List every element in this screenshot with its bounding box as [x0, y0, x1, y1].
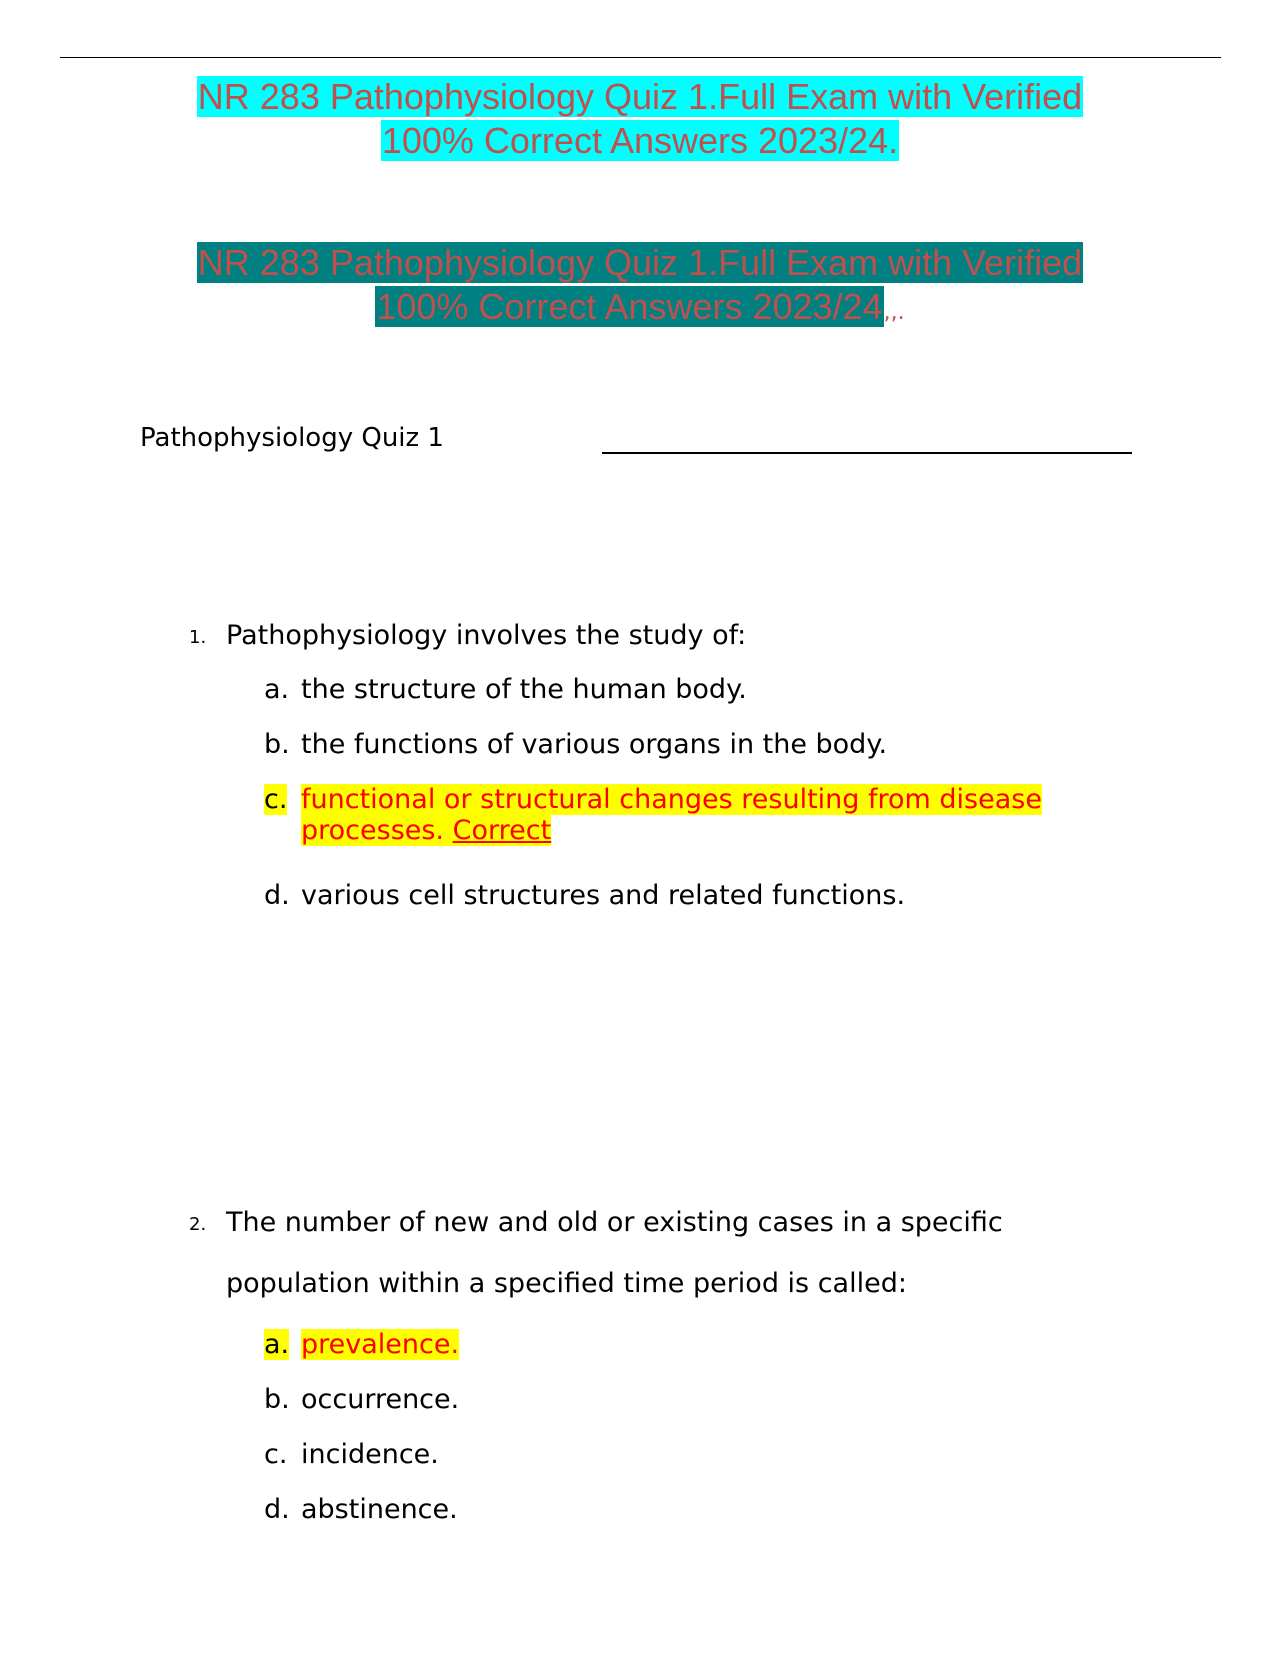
option-letter: a. [264, 674, 290, 705]
title-repeat-tail: ,,. [883, 300, 905, 325]
question-text-line-2: population within a specified time period is called: [226, 1268, 907, 1299]
option-text: various cell structures and related functions. [301, 880, 906, 911]
option-text [301, 784, 1061, 846]
title-line-2: 100% Correct Answers 2023/24. [381, 120, 899, 161]
option-text-value: prevalence. [301, 1329, 460, 1360]
title-repeat-line-2: 100% Correct Answers 2023/24 [376, 286, 883, 327]
correct-label: Correct [452, 815, 552, 846]
quiz-heading: Pathophysiology Quiz 1 [140, 423, 444, 453]
document-title [80, 75, 1200, 163]
option-text-line-2: processes. [301, 815, 445, 846]
question-text: Pathophysiology involves the study of: [226, 620, 747, 651]
title-repeat-line-1: NR 283 Pathophysiology Quiz 1.Full Exam with Verified [197, 242, 1083, 283]
question-number: 1. [189, 627, 207, 648]
option-letter: c. [264, 784, 288, 815]
option-letter: d. [264, 880, 290, 911]
option-text [301, 1329, 1061, 1360]
question-text-line-1: The number of new and old or existing cases in a specific [226, 1207, 1003, 1238]
option-letter: d. [264, 1494, 290, 1525]
option-letter: a. [264, 1329, 290, 1360]
question-number: 2. [189, 1214, 207, 1235]
option-text-line-1: functional or structural changes resulting from disease [301, 784, 1042, 815]
option-text: the functions of various organs in the body. [301, 729, 888, 760]
option-text: the structure of the human body. [301, 674, 747, 705]
title-line-1: NR 283 Pathophysiology Quiz 1.Full Exam with Verified [197, 76, 1083, 117]
top-horizontal-rule [60, 57, 1221, 58]
option-letter: c. [264, 1439, 288, 1470]
option-text: incidence. [301, 1439, 439, 1470]
option-letter: b. [264, 1384, 290, 1415]
option-letter: b. [264, 729, 290, 760]
option-text: abstinence. [301, 1494, 458, 1525]
option-text: occurrence. [301, 1384, 460, 1415]
document-title-repeat [80, 241, 1200, 335]
name-blank-line [602, 452, 1132, 454]
